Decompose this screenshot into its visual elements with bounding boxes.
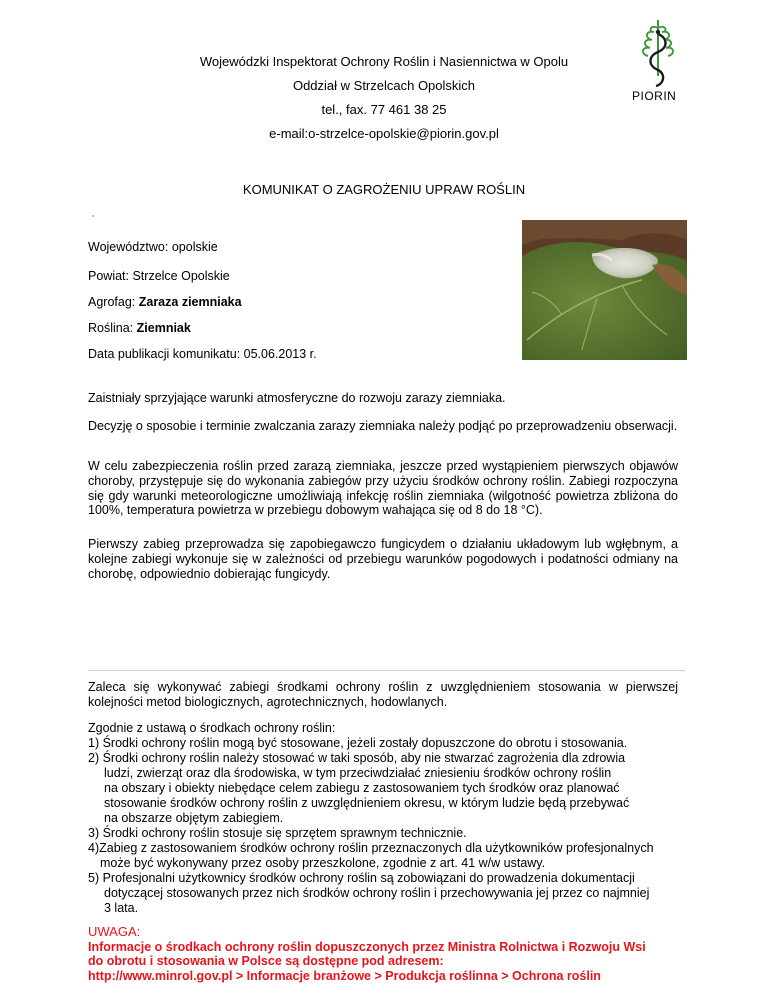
law-item-5: 5) Profesjonalni użytkownicy środków ochrony roślin są zobowiązani do prowadzenia dokumentacji xyxy=(88,871,635,885)
law-item-5-cont: 3 lata. xyxy=(104,901,139,915)
date-value: 05.06.2013 r. xyxy=(243,347,317,361)
paragraph-3: W celu zabezpieczenia roślin przed zarazą ziemniaka, jeszcze przed wystąpieniem pierwszych objawów choroby, przystępuje się do wykonania zabiegów przy użyciu środków ochrony roślin. Zabiegi rozpoczyna się gdy warunki meteorologiczne umożliwiają infekcję roślin ziemniaka (wilgotność powietrza zbliżona do 100%, temperatura powietrza w przebiegu dobowym wahająca się od 8 do 18 °C). xyxy=(88,459,678,518)
email-line: e-mail:o-strzelce-opolskie@piorin.gov.pl xyxy=(269,126,499,141)
county-label: Powiat: xyxy=(88,269,133,283)
divider-dot xyxy=(92,215,94,217)
branch-name: Oddział w Strzelcach Opolskich xyxy=(292,78,476,93)
law-item-2-cont: na obszary i obiekty niebędące celem zabiegu z zastosowaniem tych środków oraz planować xyxy=(104,781,620,795)
pest-row xyxy=(88,295,242,309)
law-item-3: 3) Środki ochrony roślin stosuje się sprzętem sprawnym technicznie. xyxy=(88,826,467,840)
law-item-2: 2) Środki ochrony roślin należy stosować w taki sposób, aby nie stwarzać zagrożenia dla zdrowia xyxy=(88,751,626,765)
logo-text: PIORIN xyxy=(632,89,677,103)
paragraph-5: Zaleca się wykonywać zabiegi środkami ochrony roślin z uwzględnieniem stosowania w pierwszej kolejności metod biologicznych, agrotechnicznych, hodowlanych. xyxy=(88,680,678,709)
warning-heading: UWAGA: xyxy=(88,924,141,939)
paragraph-4: Pierwszy zabieg przeprowadza się zapobiegawczo fungicydem o działaniu układowym lub wgłębnym, a kolejne zabiegi wykonuje się w zależności od przebiegu warunków pogodowych i podatności odmiany na chorobę, odpowiednio dobierając fungicydy. xyxy=(88,537,678,581)
warning-line-2: do obrotu i stosowania w Polsce są dostępne pod adresem: xyxy=(88,954,444,969)
voivodeship-row xyxy=(88,240,218,254)
pest-label: Agrofag: xyxy=(88,295,139,309)
law-item-1: 1) Środki ochrony roślin mogą być stosowane, jeżeli zostały dopuszczone do obrotu i stosowania. xyxy=(88,736,628,750)
potato-blight-leaf-photo xyxy=(522,220,687,360)
phone-line: tel., fax. 77 461 38 25 xyxy=(321,102,447,117)
voivodeship-label: Województwo: xyxy=(88,240,172,254)
law-intro: Zgodnie z ustawą o środkach ochrony roślin: xyxy=(88,721,336,735)
paragraph-2: Decyzję o sposobie i terminie zwalczania zarazy ziemniaka należy podjąć po przeprowadzeniu obserwacji. xyxy=(88,419,678,433)
county-value: Strzelce Opolskie xyxy=(132,269,230,283)
paragraph-1: Zaistniały sprzyjające warunki atmosferyczne do rozwoju zarazy ziemniaka. xyxy=(88,391,506,405)
plant-label: Roślina: xyxy=(88,321,137,335)
plant-row xyxy=(88,321,191,335)
law-item-2-cont: ludzi, zwierząt oraz dla środowiska, w tym przeciwdziałać zniesieniu środków ochrony roślin xyxy=(104,766,612,780)
plant-value: Ziemniak xyxy=(136,321,191,335)
warning-link[interactable]: http://www.minrol.gov.pl > Informacje branżowe > Produkcja roślinna > Ochrona roślin xyxy=(88,968,601,983)
voivodeship-value: opolskie xyxy=(171,240,218,254)
law-item-2-cont: na obszarze objętym zabiegiem. xyxy=(104,811,284,825)
law-item-4-cont: może być wykonywany przez osoby przeszkolone, zgodnie z art. 41 w/w ustawy. xyxy=(100,856,546,870)
county-row xyxy=(88,269,230,283)
law-list xyxy=(88,721,688,916)
page-title: KOMUNIKAT O ZAGROŻENIU UPRAW ROŚLIN xyxy=(242,182,526,197)
warning-block xyxy=(88,925,708,983)
date-label: Data publikacji komunikatu: xyxy=(88,347,244,361)
horizontal-divider xyxy=(88,670,685,671)
law-item-5-cont: dotyczącej stosowanych przez nich środków ochrony roślin i przechowywania jej przez co najmniej xyxy=(104,886,650,900)
law-item-2-cont: stosowanie środków ochrony roślin z uwzględnieniem okresu, w którym ludzie będą przebywać xyxy=(104,796,630,810)
org-name: Wojewódzki Inspektorat Ochrony Roślin i Nasiennictwa w Opolu xyxy=(199,54,569,69)
pest-value: Zaraza ziemniaka xyxy=(138,295,242,309)
law-item-4: 4)Zabieg z zastosowaniem środków ochrony roślin przeznaczonych dla użytkowników profesjonalnych xyxy=(88,841,654,855)
warning-line-1: Informacje o środkach ochrony roślin dopuszczonych przez Ministra Rolnictwa i Rozwoju Wsi xyxy=(88,939,646,954)
date-row xyxy=(88,347,317,361)
